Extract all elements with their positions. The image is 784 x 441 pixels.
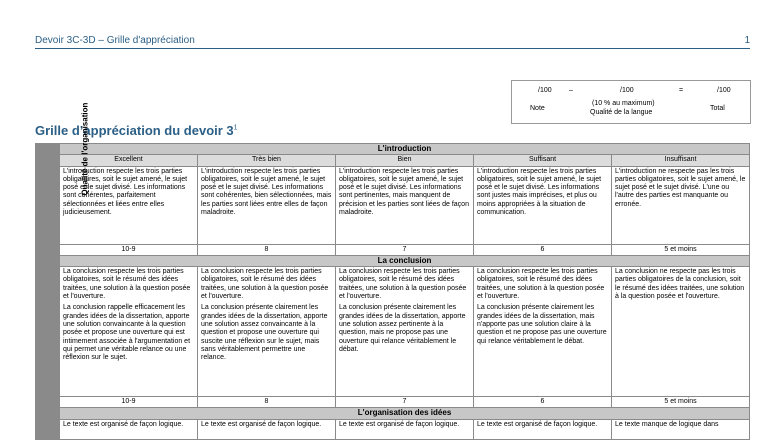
conclusion-bien-p1: La conclusion respecte les trois parties obligatoires, soit le résumé des idées traitées, une solution à la question posée et l'ouverture. [339,268,467,301]
note-label: Note [530,105,545,112]
side-label-cell [36,102,90,440]
equals-sign: = [679,87,684,94]
minus-sign: – [569,87,573,94]
page-header [35,35,750,49]
conclusion-cell-excellent [60,267,198,397]
total-slot: /100 [717,87,731,94]
conclusion-points-excellent: 10-9 [60,397,198,408]
conclusion-tres-bien-p2: La conclusion présente clairement les grandes idées de la dissertation, apporte une solution assez convaincante à la question et propose une ouverture qui suscite une réflexion sur le sujet, mais sans véritablement permettre une relance. [201,304,328,362]
conclusion-section-title: La conclusion [60,255,750,266]
conclusion-points-row [36,397,750,408]
title-footnote: 1 [233,124,238,132]
conclusion-bien-p2: La conclusion présente clairement les grandes idées de la dissertation, apporte une solution assez pertinente à la question, mais ne propose pas une ouverture qui relance véritablement le débat. [339,304,466,353]
organisation-header-row [36,408,750,419]
intro-cell-suffisant: L'introduction respecte les trois parties obligatoires, soit le sujet amené, le sujet posé et le sujet divisé. Les informations sont justes mais imprécises, et plus ou moins appropriées à la situation de communication. [474,166,612,244]
intro-cell-bien: L'introduction respecte les trois parties obligatoires, soit le sujet amené, le sujet posé et le sujet divisé. Les informations sont pertinentes, mais manquent de précision et les parties sont liées de façon maladroite. [336,166,474,244]
organisation-criteria-row [36,419,750,439]
intro-points-row [36,244,750,255]
conclusion-suffisant-p1: La conclusion respecte les trois parties obligatoires, soit le résumé des idées traitées, une solution à la question posée et l'ouverture. [477,268,605,301]
header-rule [35,48,750,49]
conclusion-criteria-row [36,267,750,397]
quality-label: Qualité de la langue [590,109,653,116]
conclusion-excellent-p1: La conclusion respecte les trois parties obligatoires, soit le résumé des idées traitées, une solution à la question posée et l'ouverture. [63,268,191,301]
side-label: Qualité de l'organisation [80,102,90,196]
level-excellent: Excellent [60,155,198,166]
intro-criteria-row [36,166,750,244]
title-text: Grille d’appréciation du devoir 3 [35,123,234,138]
conclusion-points-insuffisant: 5 et moins [612,397,750,408]
level-bien: Bien [336,155,474,166]
intro-points-bien: 7 [336,244,474,255]
level-suffisant: Suffisant [474,155,612,166]
intro-cell-excellent: L'introduction respecte les trois parties obligatoires, soit le sujet amené, le sujet posé et le sujet divisé. Les informations sont cohérentes, parfaitement sélectionnées et liées entre elles judicieusement. [60,166,198,244]
level-tres-bien: Très bien [198,155,336,166]
header-title: Devoir 3C-3D – Grille d'appréciation [35,35,195,46]
organisation-cell-tres-bien: Le texte est organisé de façon logique. [198,419,336,439]
conclusion-excellent-p2: La conclusion rappelle efficacement les grandes idées de la dissertation, apporte une solution convaincante à la question posée et propose une ouverture qui est intimement associée à l'argumentation et qui permet une véritable relance ou une réflexion sur le sujet. [63,304,191,362]
conclusion-header-row [36,255,750,266]
conclusion-cell-suffisant [474,267,612,397]
page-title [35,123,238,138]
organisation-cell-insuffisant: Le texte manque de logique dans [612,419,750,439]
intro-points-tres-bien: 8 [198,244,336,255]
intro-cell-insuffisant: L'introduction ne respecte pas les trois parties obligatoires, soit le sujet amené, le sujet posé et le sujet divisé. L'une ou l'autre des parties est manquante ou erronée. [612,166,750,244]
conclusion-cell-tres-bien [198,267,336,397]
score-box [511,80,751,124]
intro-cell-tres-bien: L'introduction respecte les trois parties obligatoires, soit le sujet amené, le sujet posé et le sujet divisé. Les informations sont cohérentes, bien sélectionnées, mais les parties sont liées entre elles de façon maladroite. [198,166,336,244]
levels-row [36,155,750,166]
conclusion-suffisant-p2: La conclusion présente clairement les grandes idées de la dissertation, mais n'apporte pas une solution claire à la question et ne propose pas une ouverture qui relance véritablement le débat. [477,304,607,345]
conclusion-cell-insuffisant [612,267,750,397]
note-slot: /100 [538,87,552,94]
intro-section-title: L'introduction [60,144,750,155]
quality-slot: /100 [620,87,634,94]
organisation-cell-bien: Le texte est organisé de façon logique. [336,419,474,439]
conclusion-cell-bien [336,267,474,397]
conclusion-points-suffisant: 6 [474,397,612,408]
organisation-cell-suffisant: Le texte est organisé de façon logique. [474,419,612,439]
organisation-cell-excellent: Le texte est organisé de façon logique. [60,419,198,439]
organisation-section-title: L'organisation des idées [60,408,750,419]
conclusion-insuffisant-p1: La conclusion ne respecte pas les trois parties obligatoires de la conclusion, soit le résumé des idées traitées, une solution à la question posée et l'ouverture. [615,268,745,301]
max-label: (10 % au maximum) [592,100,655,107]
conclusion-tres-bien-p1: La conclusion respecte les trois parties obligatoires, soit le résumé des idées traitées, une solution à la question posée et l'ouverture. [201,268,329,301]
conclusion-points-bien: 7 [336,397,474,408]
intro-points-excellent: 10-9 [60,244,198,255]
level-insuffisant: Insuffisant [612,155,750,166]
intro-points-suffisant: 6 [474,244,612,255]
conclusion-points-tres-bien: 8 [198,397,336,408]
intro-points-insuffisant: 5 et moins [612,244,750,255]
intro-header-row [36,144,750,155]
page-number: 1 [744,35,750,46]
total-label: Total [710,105,725,112]
